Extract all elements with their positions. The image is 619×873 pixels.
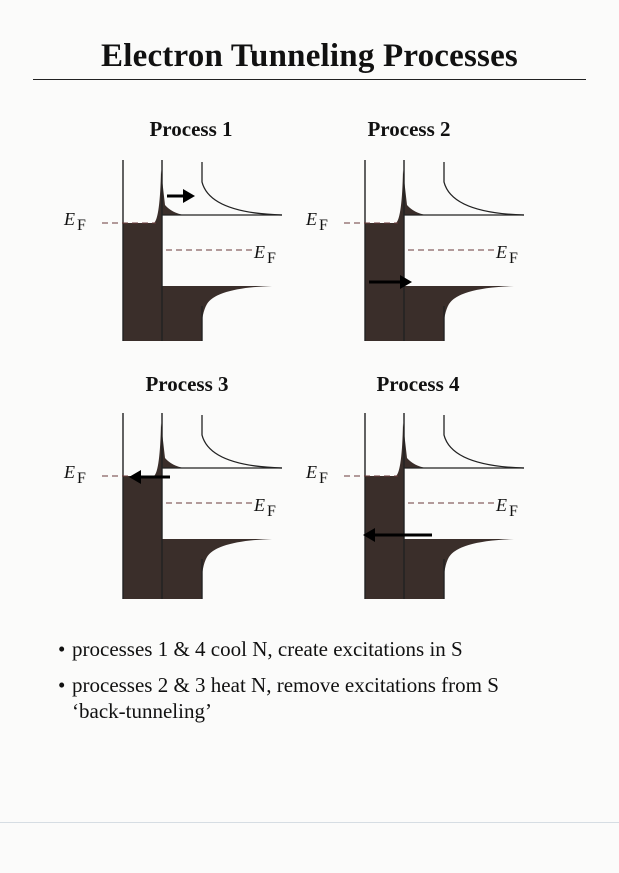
upper-dos-curve (444, 415, 524, 468)
bullet-list (58, 636, 598, 734)
tunneling-arrow-head (183, 189, 195, 203)
process-2-diagram (302, 160, 542, 345)
fermi-label-superconductor: E F (496, 495, 518, 520)
bullet-continuation: ‘back-tunneling’ (72, 699, 212, 723)
lower-band-fill (162, 286, 272, 341)
process-2-label: Process 2 (367, 117, 451, 141)
lower-band-fill (404, 539, 514, 599)
process-4-label: Process 4 (376, 372, 460, 396)
upper-dos-curve (202, 415, 282, 468)
fermi-label-normal: E F (306, 209, 328, 234)
bullet-item (58, 672, 598, 724)
bullet-text: processes 1 & 4 cool N, create excitations in S (72, 637, 463, 661)
upper-dos-curve (202, 162, 282, 215)
process-1-diagram (60, 160, 300, 345)
process-3-diagram (60, 413, 300, 603)
bullet-dot: • (58, 637, 66, 661)
lower-band-fill (404, 286, 514, 341)
fermi-label-normal: E F (306, 462, 328, 487)
lower-band-fill (162, 539, 272, 599)
fermi-label-superconductor: E F (254, 242, 276, 267)
upper-dos-curve (444, 162, 524, 215)
process-1-label: Process 1 (149, 117, 233, 141)
fermi-label-normal: E F (64, 209, 86, 234)
bullet-item (58, 636, 598, 662)
fermi-label-superconductor: E F (254, 495, 276, 520)
title-underline (33, 79, 586, 80)
bullet-text: processes 2 & 3 heat N, remove excitations from S (72, 673, 499, 697)
fermi-label-normal: E F (64, 462, 86, 487)
process-4-diagram (302, 413, 542, 603)
bullet-dot: • (58, 673, 66, 697)
slide-title: Electron Tunneling Processes (101, 38, 518, 74)
page-bottom-rule (0, 822, 619, 823)
fermi-label-superconductor: E F (496, 242, 518, 267)
process-3-label: Process 3 (145, 372, 229, 396)
